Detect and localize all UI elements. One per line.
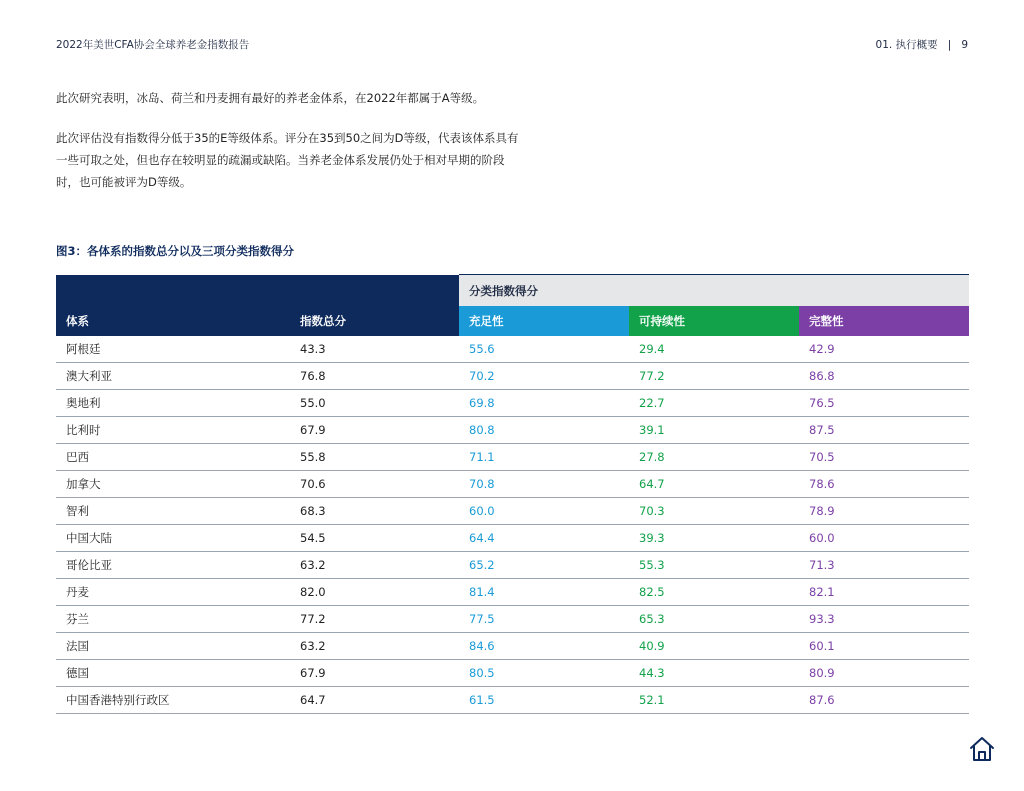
cell-total: 55.8 — [290, 444, 459, 471]
cell-sustainability: 65.3 — [629, 606, 799, 633]
table-row — [56, 363, 969, 390]
header-blank-cell — [56, 275, 459, 307]
cell-total: 54.5 — [290, 525, 459, 552]
table-row — [56, 606, 969, 633]
report-title: 2022年美世CFA协会全球养老金指数报告 — [56, 39, 250, 51]
cell-sustainability: 29.4 — [629, 336, 799, 363]
column-header-total: 指数总分 — [290, 306, 459, 336]
cell-total: 63.2 — [290, 552, 459, 579]
cell-integrity: 78.9 — [799, 498, 969, 525]
cell-sustainability: 70.3 — [629, 498, 799, 525]
cell-adequacy: 81.4 — [459, 579, 629, 606]
cell-sustainability: 55.3 — [629, 552, 799, 579]
cell-total: 63.2 — [290, 633, 459, 660]
cell-system: 比利时 — [56, 417, 290, 444]
cell-integrity: 82.1 — [799, 579, 969, 606]
cell-sustainability: 52.1 — [629, 687, 799, 714]
cell-adequacy: 70.8 — [459, 471, 629, 498]
column-header-adequacy: 充足性 — [459, 306, 629, 336]
column-header-system: 体系 — [56, 306, 290, 336]
cell-adequacy: 77.5 — [459, 606, 629, 633]
cell-system: 丹麦 — [56, 579, 290, 606]
table-row — [56, 687, 969, 714]
table-row — [56, 633, 969, 660]
table-row — [56, 498, 969, 525]
group-header-subindex: 分类指数得分 — [459, 275, 969, 307]
cell-sustainability: 22.7 — [629, 390, 799, 417]
cell-integrity: 60.0 — [799, 525, 969, 552]
cell-total: 68.3 — [290, 498, 459, 525]
score-table — [56, 274, 969, 714]
cell-sustainability: 82.5 — [629, 579, 799, 606]
cell-total: 82.0 — [290, 579, 459, 606]
cell-sustainability: 39.1 — [629, 417, 799, 444]
cell-integrity: 86.8 — [799, 363, 969, 390]
cell-adequacy: 70.2 — [459, 363, 629, 390]
cell-system: 阿根廷 — [56, 336, 290, 363]
cell-system: 德国 — [56, 660, 290, 687]
table-row — [56, 660, 969, 687]
cell-adequacy: 69.8 — [459, 390, 629, 417]
table-row — [56, 444, 969, 471]
cell-sustainability: 77.2 — [629, 363, 799, 390]
cell-total: 76.8 — [290, 363, 459, 390]
cell-adequacy: 61.5 — [459, 687, 629, 714]
cell-adequacy: 80.8 — [459, 417, 629, 444]
cell-system: 哥伦比亚 — [56, 552, 290, 579]
table-body — [56, 336, 969, 714]
cell-integrity: 87.5 — [799, 417, 969, 444]
cell-integrity: 93.3 — [799, 606, 969, 633]
cell-total: 67.9 — [290, 417, 459, 444]
cell-sustainability: 39.3 — [629, 525, 799, 552]
section-label[interactable]: 01. 执行概要 — [875, 39, 938, 51]
cell-system: 巴西 — [56, 444, 290, 471]
table-row — [56, 552, 969, 579]
cell-adequacy: 64.4 — [459, 525, 629, 552]
header-separator: | — [947, 38, 952, 51]
cell-sustainability: 40.9 — [629, 633, 799, 660]
cell-adequacy: 60.0 — [459, 498, 629, 525]
cell-integrity: 76.5 — [799, 390, 969, 417]
table-row — [56, 336, 969, 363]
cell-integrity: 78.6 — [799, 471, 969, 498]
table-row — [56, 579, 969, 606]
home-icon[interactable] — [968, 735, 996, 763]
paragraph-1: 此次研究表明，冰岛、荷兰和丹麦拥有最好的养老金体系，在2022年都属于A等级。 — [56, 91, 485, 105]
cell-total: 77.2 — [290, 606, 459, 633]
cell-integrity: 71.3 — [799, 552, 969, 579]
cell-system: 芬兰 — [56, 606, 290, 633]
cell-total: 43.3 — [290, 336, 459, 363]
cell-system: 中国大陆 — [56, 525, 290, 552]
cell-sustainability: 44.3 — [629, 660, 799, 687]
cell-integrity: 70.5 — [799, 444, 969, 471]
figure-title: 图3：各体系的指数总分以及三项分类指数得分 — [56, 244, 294, 258]
cell-sustainability: 27.8 — [629, 444, 799, 471]
cell-adequacy: 80.5 — [459, 660, 629, 687]
table-row — [56, 390, 969, 417]
cell-adequacy: 65.2 — [459, 552, 629, 579]
cell-system: 智利 — [56, 498, 290, 525]
cell-sustainability: 64.7 — [629, 471, 799, 498]
cell-total: 67.9 — [290, 660, 459, 687]
page-number: 9 — [961, 38, 968, 51]
paragraph-2: 此次评估没有指数得分低于35的E等级体系。评分在35到50之间为D等级，代表该体系具有一些可取之处，但也存在较明显的疏漏或缺陷。当养老金体系发展仍处于相对早期的阶段时，也可能被评为D等级。 — [56, 131, 519, 189]
cell-adequacy: 71.1 — [459, 444, 629, 471]
cell-integrity: 60.1 — [799, 633, 969, 660]
cell-total: 64.7 — [290, 687, 459, 714]
cell-system: 加拿大 — [56, 471, 290, 498]
cell-total: 55.0 — [290, 390, 459, 417]
cell-integrity: 80.9 — [799, 660, 969, 687]
cell-total: 70.6 — [290, 471, 459, 498]
table-row — [56, 525, 969, 552]
page-header-nav — [876, 37, 968, 52]
cell-system: 法国 — [56, 633, 290, 660]
cell-system: 中国香港特别行政区 — [56, 687, 290, 714]
column-header-sustainability: 可持续性 — [629, 306, 799, 336]
cell-adequacy: 84.6 — [459, 633, 629, 660]
cell-adequacy: 55.6 — [459, 336, 629, 363]
score-table-container — [56, 274, 969, 714]
table-row — [56, 417, 969, 444]
table-row — [56, 471, 969, 498]
cell-integrity: 42.9 — [799, 336, 969, 363]
cell-integrity: 87.6 — [799, 687, 969, 714]
column-header-integrity: 完整性 — [799, 306, 969, 336]
cell-system: 奥地利 — [56, 390, 290, 417]
cell-system: 澳大利亚 — [56, 363, 290, 390]
